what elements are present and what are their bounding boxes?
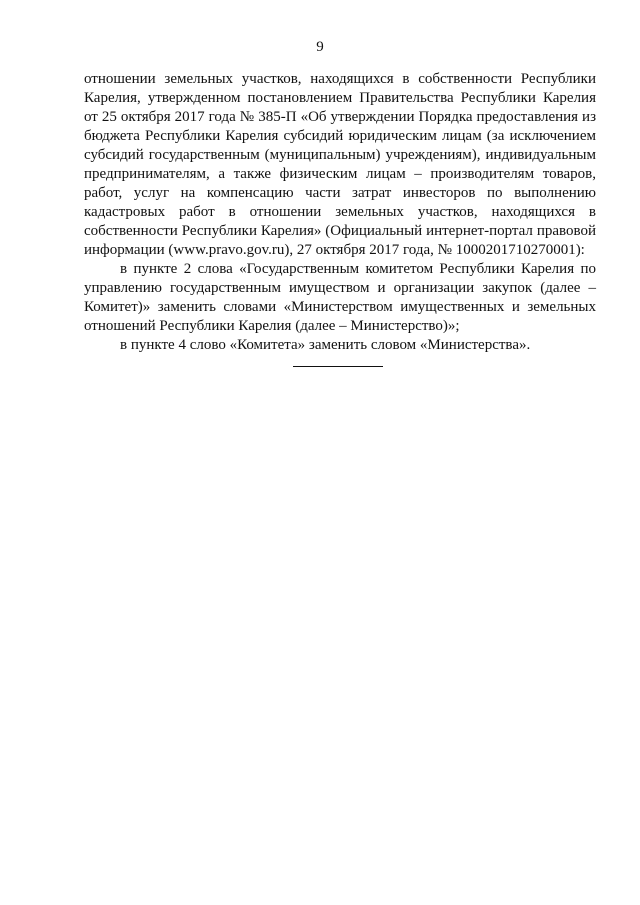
- document-body: [84, 70, 596, 355]
- closing-divider: [293, 366, 383, 367]
- paragraph-point-2: в пункте 2 слова «Государственным комитетом Республики Карелия по управлению государственным имуществом и организации закупок (далее – Комитет)» заменить словами «Министерством имущественных и земельных отношений Республики Карелия (далее – Министерство)»;: [84, 261, 596, 334]
- paragraph-point-4: в пункте 4 слово «Комитета» заменить словом «Министерства».: [120, 337, 531, 353]
- paragraph-continuation: отношении земельных участков, находящихся в собственности Республики Карелия, утвержденном постановлением Правительства Республики Карелия от 25 октября 2017 года № 385-П «Об утверждении Порядка предоставления из бюджета Республики Карелия субсидий юридическим лицам (за исключением субсидий государственным (муниципальным) учреждениям), индивидуальным предпринимателям, а также физическим лицам – производителям товаров, работ, услуг на компенсацию части затрат инвесторов по выполнению кадастровых работ в отношении земельных участков, находящихся в собственности Республики Карелия» (Официальный интернет-портал правовой информации (www.pravo.gov.ru), 27 октября 2017 года, № 1000201710270001):: [84, 71, 596, 258]
- page-number: 9: [316, 39, 324, 55]
